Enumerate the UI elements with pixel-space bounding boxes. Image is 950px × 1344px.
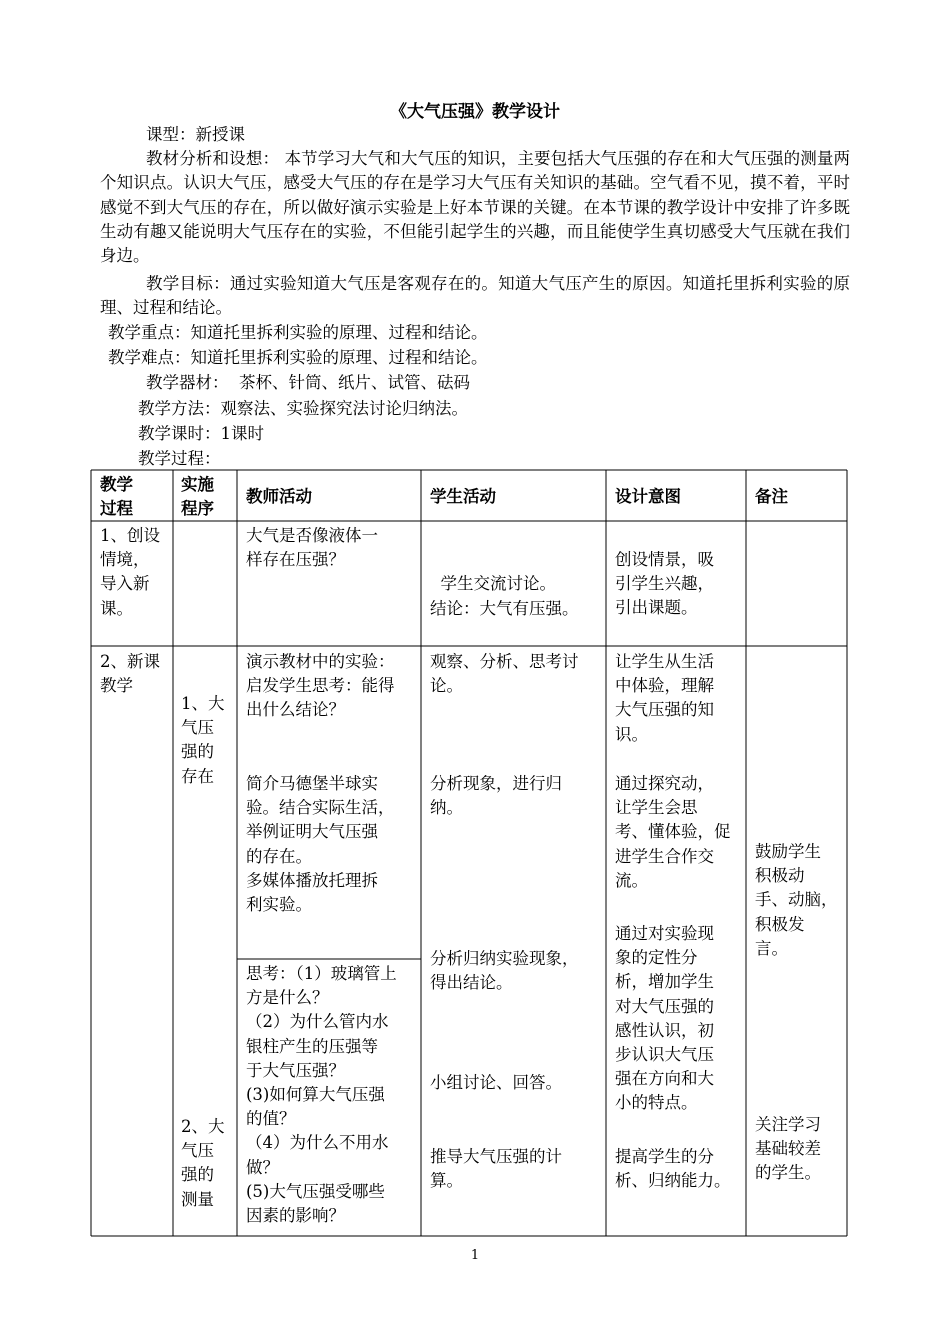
page-title: 《大气压强》教学设计 xyxy=(390,102,560,122)
row2-notes-encourage: 鼓励学生 积极动 手、动脑， 积极发 言。 xyxy=(755,842,838,958)
goals-paragraph: 教学目标：通过实验知道大气压是客观存在的。知道大气压产生的原因。知道托里拆利实验的原理、过程和结论。 xyxy=(100,274,850,318)
row2-student-observe: 观察、分析、思考讨 论。 xyxy=(430,652,579,696)
header-intent: 设计意图 xyxy=(615,487,681,506)
row1-process: 1、创设 情境， 导入新 课。 xyxy=(100,526,160,618)
row1-teacher: 大气是否像液体一 样存在压强？ xyxy=(246,526,378,570)
analysis-text: 本节学习大气和大气压的知识，主要包括大气压强的存在和大气压强的测量两个知识点。认识大气压，感受大气压的存在是学习大气压有关知识的基础。空气看不见，摸不着，平时感觉不到大气压的存在，所以做好演示实验是上好本节课的关键。在本节课的教学设计中安排了许多既生动有趣又能说明大气压存在的实验，不但能引起学生的兴趣，而且能使学生真切感受大气压就在我们身边。 xyxy=(100,149,851,266)
row2-process: 2、新课 教学 xyxy=(100,652,160,696)
row2-notes-attention: 关注学习 基础较差 的学生。 xyxy=(755,1115,821,1183)
header-process: 教学 过程 xyxy=(100,475,133,519)
row2-procedure-measurement: 2、大 气压 强的 测量 xyxy=(181,1117,225,1209)
row2-teacher-questions: 思考：（1）玻璃管上 方是什么？ （2）为什么管内水 银柱产生的压强等 于大气压强？ (3)如何算大气压强 的值？ （4）为什么不用水 做？ (5)大气压强受哪些 因素的影响？ xyxy=(246,964,397,1226)
row2-teacher-demo: 演示教材中的实验： 启发学生思考：能得 出什么结论？ xyxy=(246,652,395,720)
header-student: 学生活动 xyxy=(430,487,496,506)
row1-student: 学生交流讨论。 结论：大气有压强。 xyxy=(430,574,579,618)
row2-student-conclude: 分析归纳实验现象， 得出结论。 xyxy=(430,949,579,993)
header-procedure: 实施 程序 xyxy=(181,475,214,519)
row2-student-analyze: 分析现象，进行归 纳。 xyxy=(430,774,562,818)
difficult-points: 教学难点：知道托里拆利实验的原理、过程和结论。 xyxy=(108,348,488,367)
equipment: 教学器材： 茶杯、针筒、纸片、试管、砝码 xyxy=(146,373,470,392)
row2-intent-explore: 通过探究动， 让学生会思 考、懂体验，促 进学生合作交 流。 xyxy=(615,774,731,890)
header-notes: 备注 xyxy=(755,487,788,506)
process-label: 教学过程： xyxy=(138,449,221,468)
row2-intent-ability: 提高学生的分 析、归纳能力。 xyxy=(615,1147,731,1191)
analysis-label: 教材分析和设想： xyxy=(146,149,280,168)
row2-intent-analysis: 通过对实验现 象的定性分 析，增加学生 对大气压强的 感性认识，初 步认识大气压 强在方向和大 小的特点。 xyxy=(615,924,714,1113)
row2-intent-experience: 让学生从生活 中体验，理解 大气压强的知 识。 xyxy=(615,652,714,744)
analysis-paragraph xyxy=(100,147,850,268)
row1-intent: 创设情景，吸 引学生兴趣， 引出课题。 xyxy=(615,550,714,618)
row2-teacher-magdeburg: 简介马德堡半球实 验。结合实际生活， 举例证明大气压强 的存在。 多媒体播放托理拆 利实验。 xyxy=(246,774,395,915)
row2-student-discuss: 小组讨论、回答。 xyxy=(430,1073,562,1092)
methods: 教学方法：观察法、实验探究法讨论归纳法。 xyxy=(138,399,468,418)
page-number: 1 xyxy=(470,1248,480,1263)
course-type: 课型：新授课 xyxy=(146,125,245,144)
key-points: 教学重点：知道托里拆利实验的原理、过程和结论。 xyxy=(108,323,488,342)
header-teacher: 教师活动 xyxy=(246,487,312,506)
row2-student-derive: 推导大气压强的计 算。 xyxy=(430,1147,562,1191)
row2-procedure-existence: 1、大 气压 强的 存在 xyxy=(181,694,225,786)
class-hours: 教学课时：1课时 xyxy=(138,424,264,443)
